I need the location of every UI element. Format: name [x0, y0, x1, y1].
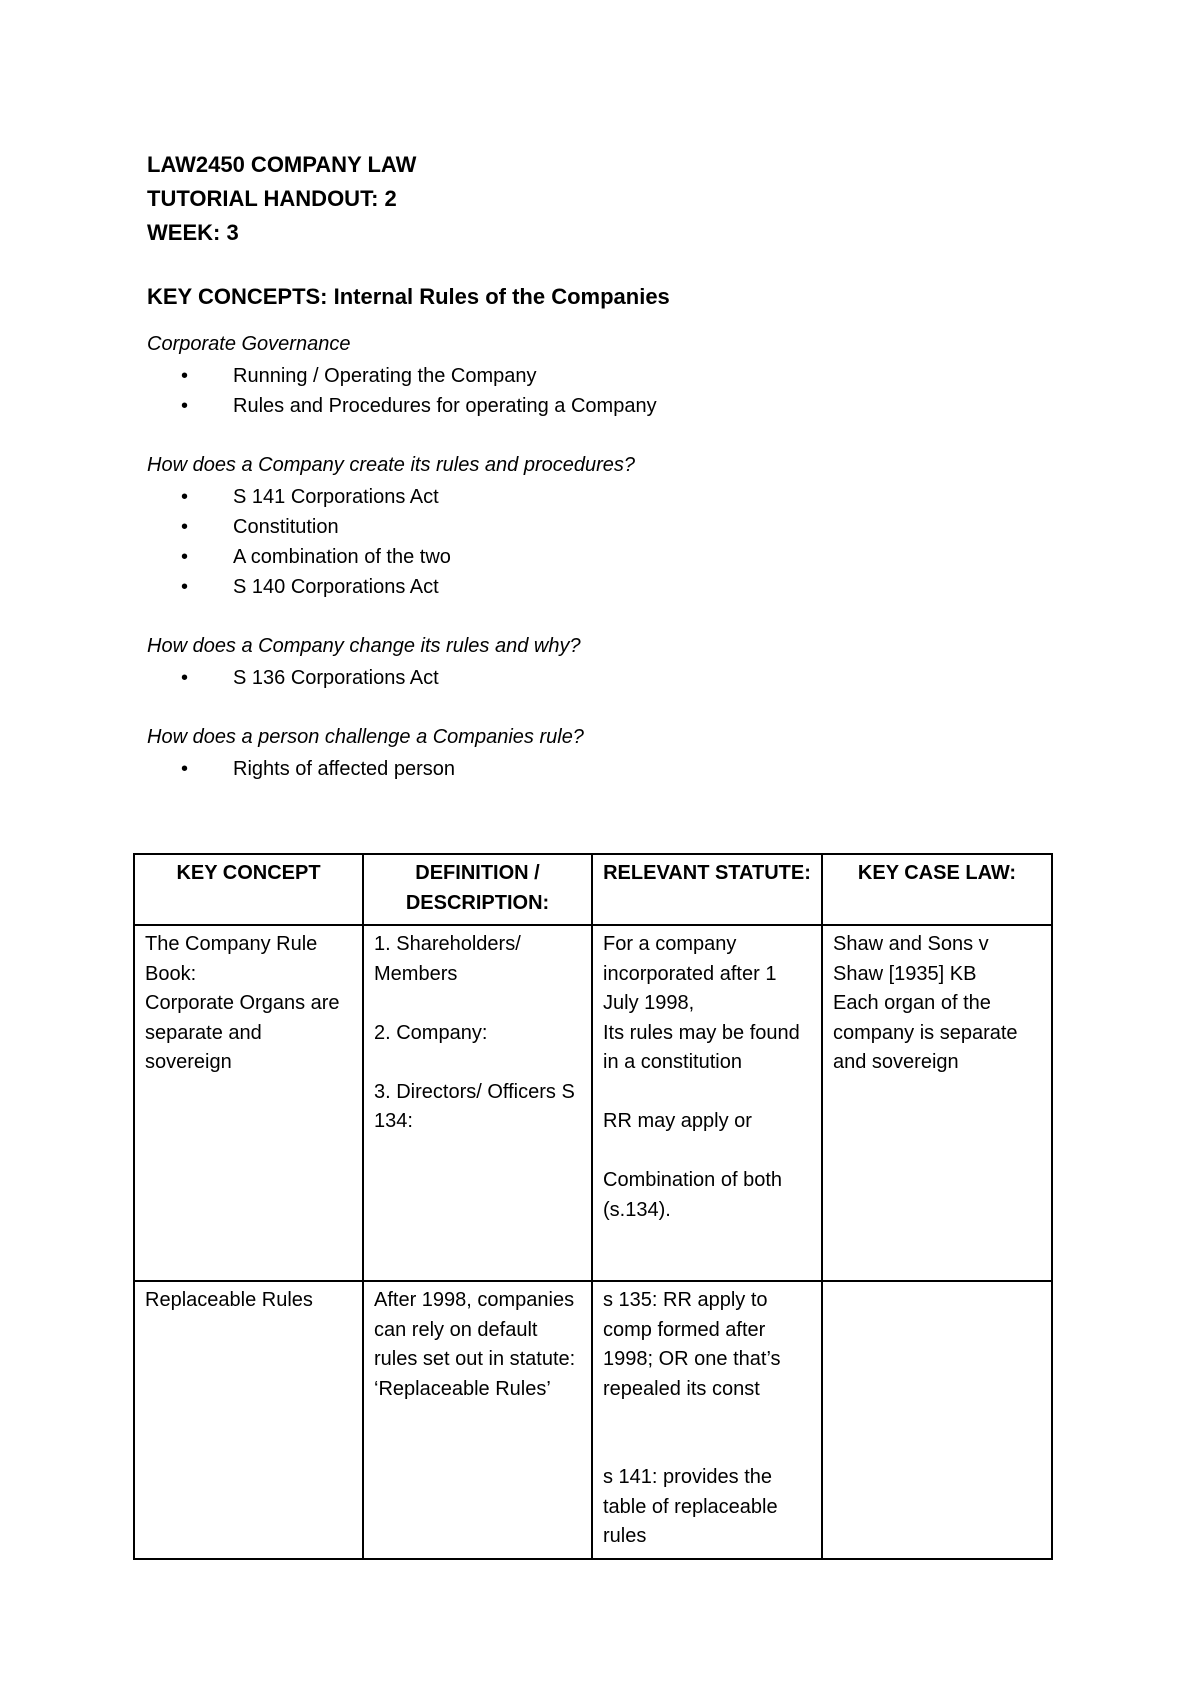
list-item — [147, 663, 1047, 693]
column-header-case-law: KEY CASE LAW: — [822, 854, 1052, 925]
cell-text — [374, 1048, 581, 1078]
cell-text: RR may apply or — [603, 1110, 752, 1132]
cell-text: Replaceable Rules — [145, 1289, 313, 1311]
bullet-icon: • — [181, 486, 189, 508]
bullet-icon: • — [181, 758, 189, 780]
key-concepts-heading: KEY CONCEPTS: Internal Rules of the Companies — [147, 284, 670, 309]
column-header-key-concept: KEY CONCEPT — [134, 854, 363, 925]
key-concepts-table — [133, 853, 1053, 1560]
section-label: How does a person challenge a Companies rule? — [147, 726, 584, 748]
cell-text: 2. Company: — [374, 1021, 488, 1044]
list-item — [147, 572, 1047, 602]
list-item — [147, 482, 1047, 512]
cell-text: 3. Directors/ Officers S 134: — [374, 1080, 575, 1132]
list-item-text: Rights of affected person — [233, 758, 455, 780]
table-cell — [822, 925, 1052, 1281]
bullet-icon: • — [181, 667, 189, 689]
bullet-icon: • — [181, 365, 189, 387]
document-content — [147, 148, 1047, 784]
bullet-icon: • — [181, 546, 189, 568]
table-cell — [592, 925, 822, 1281]
section-label: How does a Company create its rules and procedures? — [147, 454, 636, 476]
section-challenge-rule — [147, 723, 1047, 784]
table-cell — [822, 1281, 1052, 1559]
column-header-definition: DEFINITION / DESCRIPTION: — [363, 854, 592, 925]
bullet-icon: • — [181, 516, 189, 538]
column-header-statute: RELEVANT STATUTE: — [592, 854, 822, 925]
table-cell — [592, 1281, 822, 1559]
table-cell — [134, 1281, 363, 1559]
cell-text: Corporate Organs are separate and sovereign — [145, 992, 340, 1073]
cell-text — [603, 1434, 811, 1464]
list-item-text: Running / Operating the Company — [233, 365, 537, 387]
bullet-list — [147, 361, 1047, 421]
cell-text — [603, 1137, 811, 1167]
table-cell — [134, 925, 363, 1281]
cell-text — [374, 989, 581, 1019]
cell-text: Combination of both (s.134). — [603, 1169, 783, 1221]
cell-text: For a company incorporated after 1 July 1998, — [603, 933, 777, 1014]
cell-text — [603, 1078, 811, 1108]
table-cell — [363, 1281, 592, 1559]
cell-text: s 135: RR apply to comp formed after 1998; OR one that’s repealed its const — [603, 1289, 781, 1400]
cell-text: 1. Shareholders/ Members — [374, 933, 521, 985]
list-item-text: A combination of the two — [233, 546, 451, 568]
list-item — [147, 754, 1047, 784]
list-item-text: S 141 Corporations Act — [233, 486, 439, 508]
section-label: How does a Company change its rules and why? — [147, 635, 581, 657]
cell-text: s 141: provides the table of replaceable rules — [603, 1466, 778, 1547]
list-item-text: Rules and Procedures for operating a Company — [233, 395, 657, 417]
table-cell — [363, 925, 592, 1281]
cell-text: Its rules may be found in a constitution — [603, 1021, 800, 1073]
section-corporate-governance — [147, 330, 1047, 421]
section-create-rules — [147, 451, 1047, 602]
cell-text: Shaw and Sons v Shaw [1935] KB — [833, 933, 989, 985]
bullet-icon: • — [181, 395, 189, 417]
bullet-list — [147, 754, 1047, 784]
bullet-icon: • — [181, 576, 189, 598]
list-item — [147, 391, 1047, 421]
cell-text: Each organ of the company is separate and sovereign — [833, 992, 1018, 1073]
table-row — [134, 1281, 1052, 1559]
table-row — [134, 925, 1052, 1281]
list-item — [147, 361, 1047, 391]
list-item-text: Constitution — [233, 516, 339, 538]
cell-text — [603, 1404, 811, 1434]
week-title: WEEK: 3 — [147, 220, 239, 245]
list-item — [147, 512, 1047, 542]
list-item-text: S 140 Corporations Act — [233, 576, 439, 598]
course-title: LAW2450 COMPANY LAW — [147, 152, 417, 177]
bullet-list — [147, 482, 1047, 602]
list-item-text: S 136 Corporations Act — [233, 667, 439, 689]
list-item — [147, 542, 1047, 572]
table-header-row — [134, 854, 1052, 925]
bullet-list — [147, 663, 1047, 693]
handout-title: TUTORIAL HANDOUT: 2 — [147, 186, 397, 211]
section-change-rules — [147, 632, 1047, 693]
cell-text: The Company Rule Book: — [145, 933, 318, 985]
section-label: Corporate Governance — [147, 333, 351, 355]
cell-text: After 1998, companies can rely on default rules set out in statute: ‘Replaceable Rules’ — [374, 1289, 576, 1400]
